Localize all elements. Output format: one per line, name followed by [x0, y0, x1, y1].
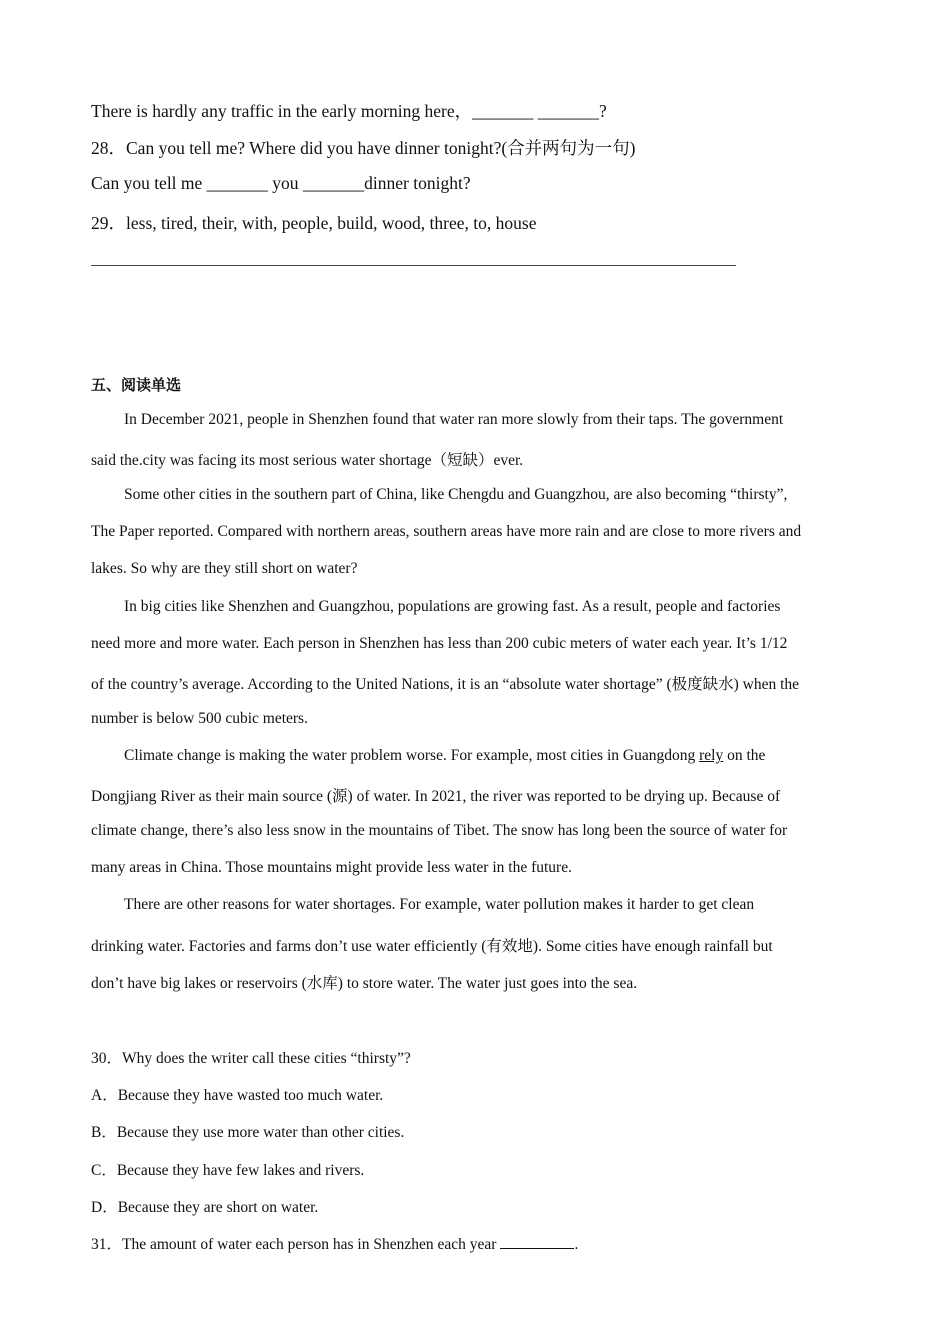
passage-line: said the.city was facing its most serious water shortage（短缺）ever.	[91, 452, 524, 469]
q29-prompt: 29．less, tired, their, with, people, build, wood, three, to, house	[91, 213, 537, 233]
q29-answer-rule	[91, 265, 736, 266]
passage-text: Climate change is making the water problem worse. For example, most cities in Guangdong	[124, 747, 700, 764]
q30-option-d[interactable]: D．Because they are short on water.	[91, 1199, 319, 1216]
q31-end: .	[574, 1236, 579, 1253]
passage-text: on the	[723, 747, 766, 764]
passage-line: of the country’s average. According to the United Nations, it is an “absolute water shortage” (极度缺水) when the	[91, 676, 800, 693]
q28-answer-line: Can you tell me _______ you _______dinner tonight?	[91, 173, 471, 193]
q28-prompt: 28．Can you tell me? Where did you have dinner tonight?(合并两句为一句)	[91, 138, 636, 158]
passage-line: number is below 500 cubic meters.	[91, 710, 308, 727]
q30-option-c[interactable]: C．Because they have few lakes and rivers.	[91, 1162, 365, 1179]
passage-line	[124, 747, 765, 765]
passage-line: don’t have big lakes or reservoirs (水库) to store water. The water just goes into the sea.	[91, 975, 638, 992]
passage-line: Some other cities in the southern part of China, like Chengdu and Guangzhou, are also becoming “thirsty”,	[124, 486, 788, 503]
passage-line: The Paper reported. Compared with northern areas, southern areas have more rain and are close to more rivers and	[91, 523, 802, 540]
passage-line: climate change, there’s also less snow in the mountains of Tibet. The snow has long been the source of water for	[91, 822, 788, 839]
underlined-word-rely: rely	[699, 747, 724, 764]
passage-line: many areas in China. Those mountains might provide less water in the future.	[91, 859, 572, 876]
passage-line: drinking water. Factories and farms don’t use water efficiently (有效地). Some cities have enough rainfall but	[91, 938, 773, 955]
q31-answer-blank[interactable]	[500, 1236, 574, 1249]
passage-line: need more and more water. Each person in Shenzhen has less than 200 cubic meters of water each year. It’s 1/12	[91, 635, 788, 652]
passage-line: There are other reasons for water shortages. For example, water pollution makes it harder to get clean	[124, 896, 755, 913]
q30-option-b[interactable]: B．Because they use more water than other cities.	[91, 1124, 405, 1141]
q27-answer-line: There is hardly any traffic in the early morning here，_______ _______?	[91, 101, 607, 121]
passage-line: lakes. So why are they still short on water?	[91, 560, 358, 577]
q30-question: 30．Why does the writer call these cities “thirsty”?	[91, 1050, 411, 1067]
section-title: 五、阅读单选	[91, 376, 182, 394]
q30-option-a[interactable]: A．Because they have wasted too much water.	[91, 1087, 384, 1104]
q31-question	[91, 1232, 578, 1254]
passage-line: Dongjiang River as their main source (源) of water. In 2021, the river was reported to be drying up. Because of	[91, 788, 781, 805]
q31-text: 31．The amount of water each person has in Shenzhen each year	[91, 1236, 497, 1253]
passage-line: In December 2021, people in Shenzhen found that water ran more slowly from their taps. The government	[124, 411, 784, 428]
passage-line: In big cities like Shenzhen and Guangzhou, populations are growing fast. As a result, people and factories	[124, 598, 781, 615]
